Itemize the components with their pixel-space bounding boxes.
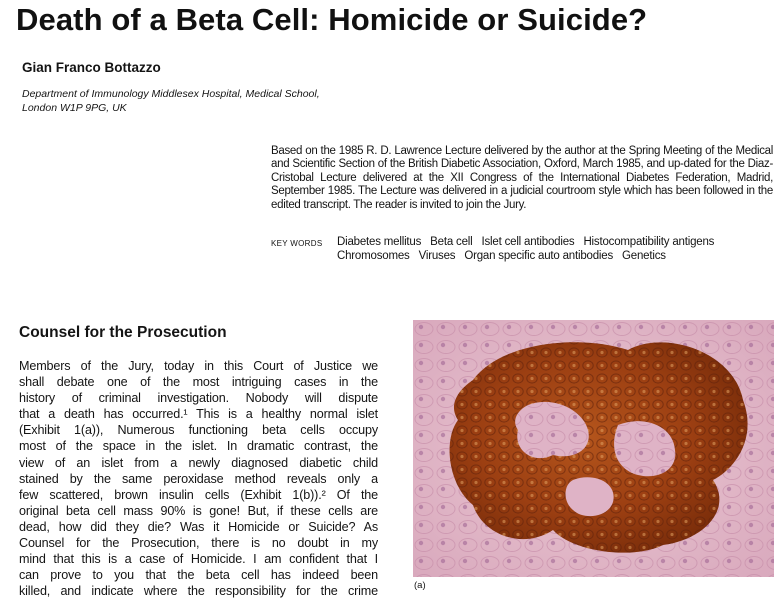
keyword: Diabetes mellitus xyxy=(337,236,422,248)
body-line: few scattered, brown insulin cells (Exhibit 1(b)).² Of the xyxy=(19,487,378,502)
body-line: stained by the same peroxidase method reveals only a xyxy=(19,471,378,486)
body-line: killed, and indicate where the responsibility for the crime xyxy=(19,584,378,599)
body-line: Members of the Jury, today in this Court of Justice we xyxy=(19,359,378,373)
body-line: view of an islet from a newly diagnosed diabetic child xyxy=(19,455,378,470)
islet-micrograph xyxy=(413,320,774,577)
keyword: Histocompatibility antigens xyxy=(583,236,715,248)
body-line: can prove to you that the beta cell has indeed been xyxy=(19,568,378,583)
affiliation-line: London W1P 9PG, UK xyxy=(22,102,127,114)
keyword: Organ specific auto antibodies xyxy=(464,249,614,262)
body-line: that a death has occurred.¹ This is a healthy normal islet xyxy=(19,407,378,422)
keywords-label: KEY WORDS xyxy=(271,239,323,248)
author-name: Gian Franco Bottazzo xyxy=(22,60,161,75)
body-line: mind that this is a case of Homicide. I am confident that I xyxy=(19,552,378,567)
body-line: original beta cell mass 90% is gone! But, if these cells are xyxy=(19,503,378,518)
body-line: shall debate one of the most intriguing cases in the xyxy=(19,375,378,390)
body-line: most of the space in the islet. In dramatic contrast, the xyxy=(19,439,378,454)
keyword: Genetics xyxy=(622,249,666,262)
keyword: Islet cell antibodies xyxy=(481,236,575,248)
keyword: Chromosomes xyxy=(337,249,410,262)
affiliation-line: Department of Immunology Middlesex Hospital, Medical School, xyxy=(22,88,320,100)
lecture-abstract: Based on the 1985 R. D. Lawrence Lecture delivered by the author at the Spring Meeting of the Medical and Scientific Section of the British Diabetic Association, Oxford, March 1985, and up-dated for the Diaz-Cristobal Lecture delivered at the XII Congress of the International Diabetes Federation, Madrid, September 1985. The Lecture was delivered in a judicial courtroom style which has been followed in the edited transcript. The reader is invited to join the Jury. xyxy=(271,145,773,211)
figure-caption: (a) xyxy=(414,580,426,591)
body-line: dead, how did they die? Was it Homicide or Suicide? As xyxy=(19,519,378,534)
author-affiliation xyxy=(22,87,362,115)
keyword: Viruses xyxy=(418,249,456,262)
keyword: Beta cell xyxy=(430,236,473,248)
article-title: Death of a Beta Cell: Homicide or Suicide? xyxy=(16,2,648,37)
section-heading: Counsel for the Prosecution xyxy=(19,324,227,341)
body-line: Counsel for the Prosecution, there is no doubt in my xyxy=(19,536,378,551)
body-paragraph xyxy=(19,358,378,599)
body-line: history of criminal investigation. Nobody will dispute xyxy=(19,391,378,406)
body-line: (Exhibit 1(a)), Numerous functioning beta cells occupy xyxy=(19,423,378,438)
keywords-list xyxy=(337,236,767,263)
